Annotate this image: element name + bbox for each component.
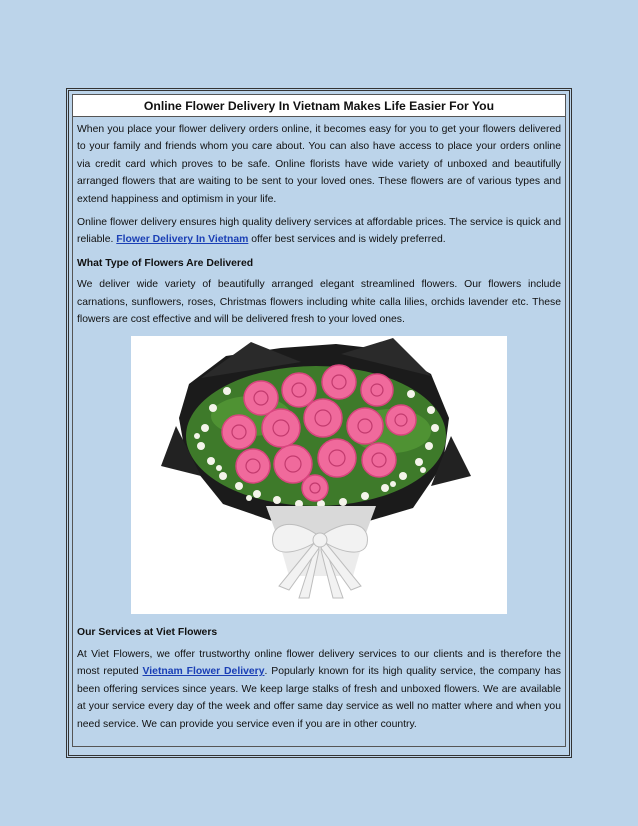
document-title: Online Flower Delivery In Vietnam Makes Life Easier For You <box>72 94 566 117</box>
document-page <box>66 88 572 758</box>
rose-bouquet-image <box>131 336 507 614</box>
paragraph-delivery <box>77 214 561 249</box>
paragraph-services <box>77 646 561 733</box>
flower-delivery-vietnam-link[interactable]: Flower Delivery In Vietnam <box>116 234 249 246</box>
document-body <box>72 117 566 747</box>
image-container <box>77 336 561 614</box>
paragraph-services-text-2: . Popularly known for its high quality service, the company has been offering services since years. We keep large stalks of fresh and unboxed flowers. We are available at your service every day of the week and offer same day service as well no matter where and when you need service. We can provide you service even if you are in other country. <box>77 666 561 730</box>
paragraph-services-text-1: At Viet Flowers, we offer trustworthy online flower delivery services to our clients and is therefore the most reputed <box>77 648 561 678</box>
paragraph-delivery-text-2: offer best services and is widely preferred. <box>248 234 446 246</box>
heading-flower-types: What Type of Flowers Are Delivered <box>77 257 254 269</box>
vietnam-flower-delivery-link[interactable]: Vietnam Flower Delivery <box>142 666 265 678</box>
paragraph-intro: When you place your flower delivery orders online, it becomes easy for you to get your flowers delivered to your family and friends whom you care about. You can also have access to place your orders online via credit card which proves to be safe. Online florists have wide variety of unboxed and beautifully arranged flowers that are waiting to be sent to your loved ones. These flowers are of various types and extend happiness and optimism in your life. <box>77 124 561 205</box>
paragraph-flower-types: We deliver wide variety of beautifully arranged elegant streamlined flowers. Our flowers include carnations, sunflowers, roses, Christmas flowers including white calla lilies, orchids lavender etc. These flowers are cost effective and will be delivered fresh to your loved ones. <box>77 279 561 326</box>
heading-services: Our Services at Viet Flowers <box>77 627 218 639</box>
paragraph-delivery-text-1: Online flower delivery ensures high quality delivery services at affordable prices. The service is quick and reliable. <box>77 217 561 246</box>
